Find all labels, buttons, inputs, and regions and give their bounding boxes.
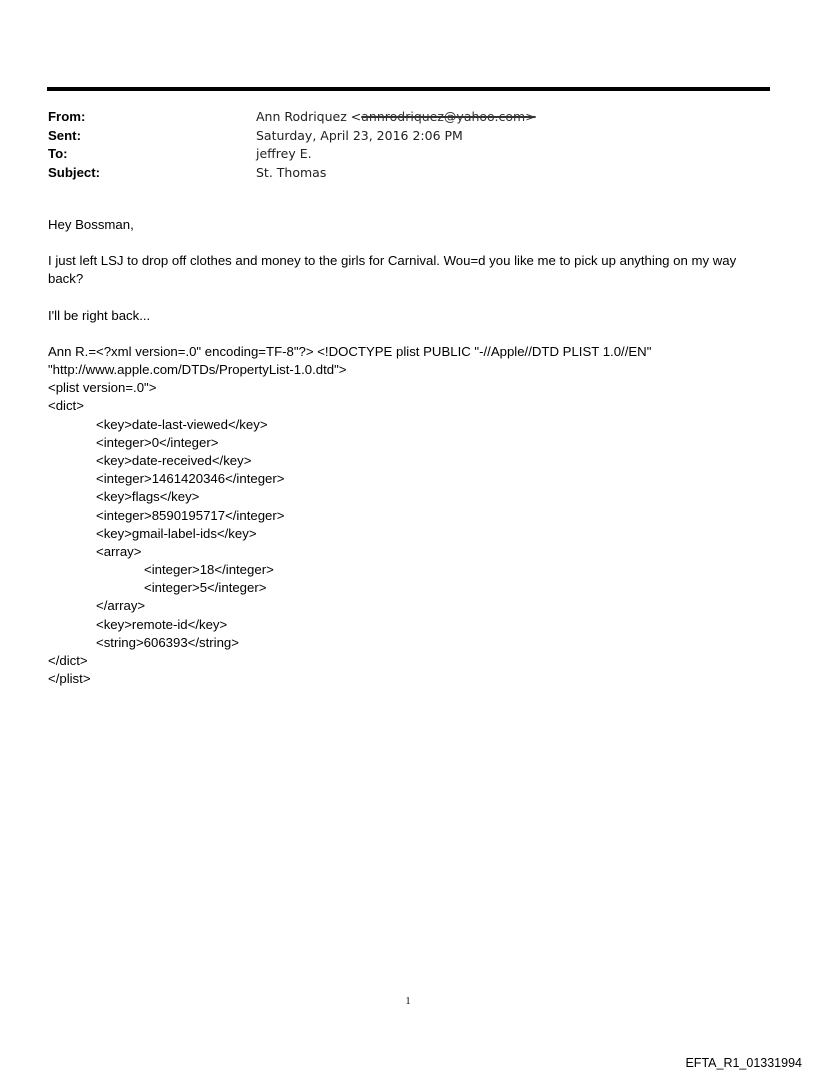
from-name: Ann Rodriquez < bbox=[256, 109, 362, 124]
email-header bbox=[48, 108, 536, 182]
code-line: <integer>5</integer> bbox=[144, 580, 267, 596]
code-line: <integer>1461420346</integer> bbox=[96, 471, 285, 487]
code-line: </plist> bbox=[48, 671, 91, 687]
code-line: Ann R.=<?xml version=.0" encoding=TF-8"?> <!DOCTYPE plist PUBLIC "-//Apple//DTD PLIST 1.0//EN" bbox=[48, 343, 652, 359]
code-line: </dict> bbox=[48, 653, 88, 668]
code-line: <string>606393</string> bbox=[96, 634, 239, 650]
from-row bbox=[48, 108, 536, 127]
code-line: <key>gmail-label-ids</key> bbox=[96, 525, 257, 541]
sent-label: Sent: bbox=[48, 127, 81, 143]
sent-row bbox=[48, 127, 536, 146]
code-line: <integer>8590195717</integer> bbox=[96, 507, 285, 523]
code-line: <key>flags</key> bbox=[96, 489, 200, 505]
code-line: "http://www.apple.com/DTDs/PropertyList-1.0.dtd"> bbox=[48, 362, 347, 377]
subject-row bbox=[48, 164, 536, 183]
code-line: <integer>18</integer> bbox=[144, 562, 274, 578]
code-line: </array> bbox=[96, 598, 146, 614]
code-line: <dict> bbox=[48, 398, 84, 414]
message-paragraph: I'll be right back... bbox=[48, 307, 151, 323]
code-line: <array> bbox=[96, 543, 142, 559]
to-value: jeffrey E. bbox=[256, 146, 312, 161]
code-line: <plist version=.0"> bbox=[48, 380, 157, 396]
header-divider bbox=[47, 87, 770, 91]
page-number: 1 bbox=[405, 996, 411, 1007]
code-line: <integer>0</integer> bbox=[96, 434, 219, 450]
subject-value: St. Thomas bbox=[256, 164, 327, 180]
code-line: <key>remote-id</key> bbox=[96, 616, 228, 632]
to-row bbox=[48, 145, 536, 164]
from-label: From: bbox=[48, 109, 86, 124]
from-value bbox=[256, 108, 536, 127]
code-line: <key>date-last-viewed</key> bbox=[96, 416, 268, 432]
to-label: To: bbox=[48, 146, 68, 161]
code-line: <key>date-received</key> bbox=[96, 452, 252, 468]
greeting: Hey Bossman, bbox=[48, 217, 134, 232]
plist-code-block bbox=[48, 343, 768, 689]
subject-label: Subject: bbox=[48, 164, 101, 180]
sent-value: Saturday, April 23, 2016 2:06 PM bbox=[256, 127, 463, 143]
message-paragraph: I just left LSJ to drop off clothes and money to the girls for Carnival. Wou=d you like me to pick up anything on my way back? bbox=[48, 253, 737, 287]
document-id: EFTA_R1_01331994 bbox=[685, 1056, 802, 1070]
redacted-email: annrodriquez@yahoo.com> bbox=[361, 109, 536, 124]
email-body bbox=[48, 216, 768, 688]
